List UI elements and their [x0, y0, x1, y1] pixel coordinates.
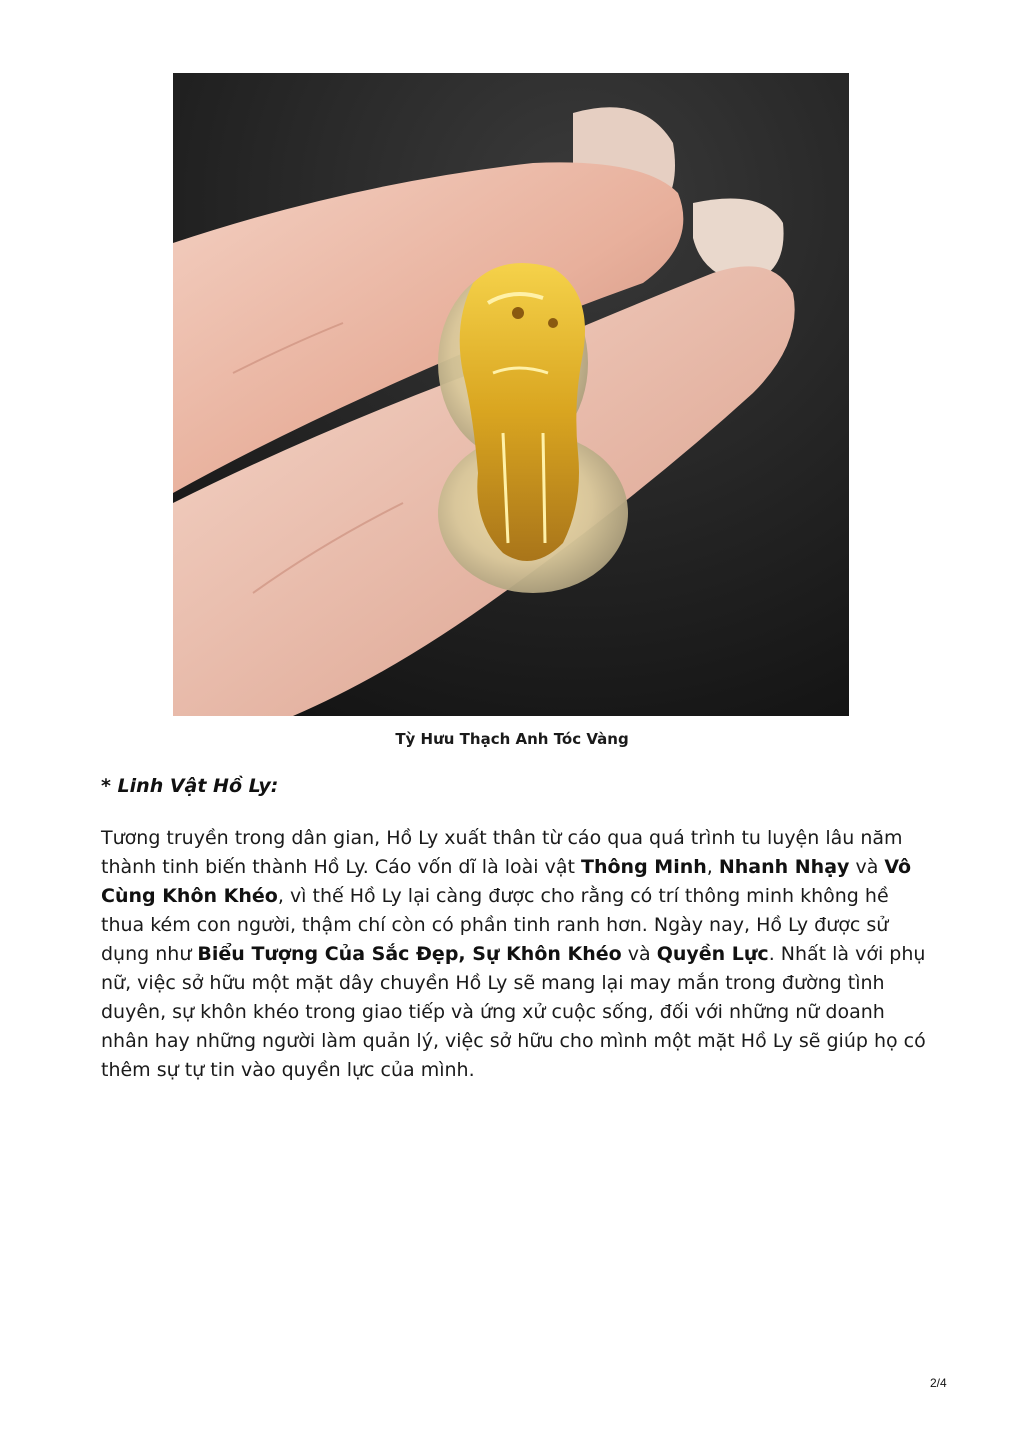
- product-photo: [173, 73, 849, 716]
- bold-phrase: Biểu Tượng Của Sắc Đẹp, Sự Khôn Khéo: [197, 943, 622, 965]
- bold-phrase: Thông Minh: [581, 856, 707, 878]
- section-heading: * Linh Vật Hồ Ly:: [101, 775, 279, 797]
- text-run: , vì thế Hồ Ly lại càng được cho rằng có trí thông minh không hề thua kém con người, thậm chí còn có phần tinh ranh hơn. Ngày nay, Hồ Ly được sử dụng như: [101, 885, 889, 965]
- bold-phrase: Nhanh Nhạy: [718, 856, 850, 878]
- page-number: 2/4: [930, 1376, 947, 1390]
- text-run: và: [849, 856, 885, 878]
- bold-phrase: Quyền Lực: [656, 943, 769, 965]
- pixiu-charm-illustration: [173, 73, 849, 716]
- text-run: và: [621, 943, 657, 965]
- body-paragraph: [101, 824, 931, 1085]
- text-run: Tương truyền trong dân gian, Hồ Ly xuất thân từ cáo qua quá trình tu luyện lâu năm thành tinh biến thành Hồ Ly. Cáo vốn dĩ là loài vật: [101, 827, 903, 878]
- bold-phrase: Vô Cùng Khôn Khéo: [101, 856, 912, 907]
- text-run: . Nhất là với phụ nữ, việc sở hữu một mặt dây chuyền Hồ Ly sẽ mang lại may mắn trong đường tình duyên, sự khôn khéo trong giao tiếp và ứng xử cuộc sống, đối với những nữ doanh nhân hay những người làm quản lý, việc sở hữu cho mình một mặt Hồ Ly sẽ giúp họ có thêm sự tự tin vào quyền lực của mình.: [101, 943, 926, 1081]
- text-run: ,: [706, 856, 719, 878]
- image-caption: Tỳ Hưu Thạch Anh Tóc Vàng: [395, 730, 629, 748]
